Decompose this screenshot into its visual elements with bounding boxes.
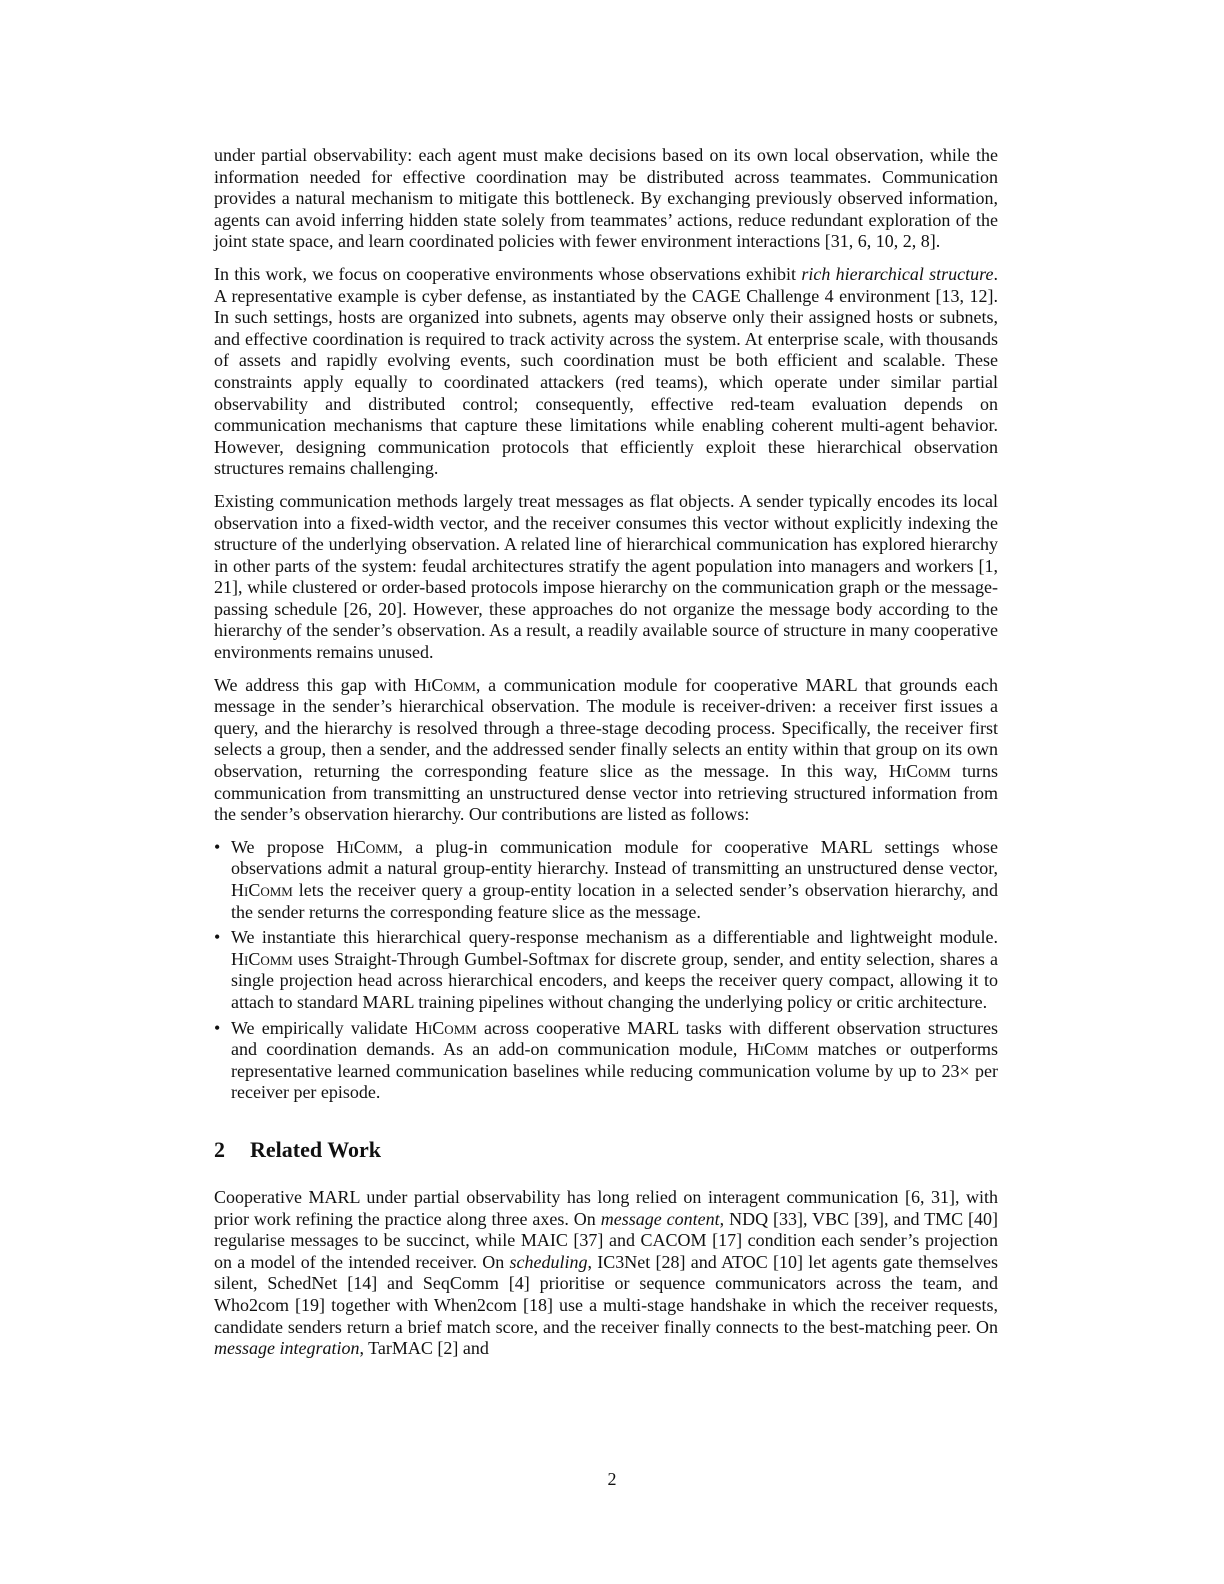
method-name: HiComm	[888, 761, 951, 782]
text-run: Cooperative MARL under partial observability has long relied on interagent communication [6, 31], with prior work refining the practice along three axes. On	[214, 1186, 998, 1229]
section-title: Related Work	[250, 1136, 381, 1162]
text-run: We instantiate this hierarchical query-response mechanism as a differentiable and lightweight module.	[231, 927, 998, 948]
text-run: turns communication from transmitting an unstructured dense vector into retrieving structured information from the sender’s observation hierarchy. Our contributions are listed as follows:	[214, 761, 998, 825]
text-run: , IC3Net [28] and ATOC [10] let agents gate themselves silent, SchedNet [14] and SeqComm [4] prioritise or sequence communicators across the team, and Who2com [19] together with When2com [18] use a multi-stage handshake in which the receiver requests, candidate senders return a brief match score, and the receiver finally connects to the best-matching peer. On	[214, 1251, 998, 1337]
paragraph	[214, 145, 998, 253]
method-name: HiComm	[336, 836, 399, 857]
section-number: 2	[214, 1136, 225, 1162]
italic-phrase: message content	[600, 1208, 720, 1229]
text-run: , a communication module for cooperative MARL that grounds each message in the sender’s hierarchical observation. The module is receiver-driven: a receiver first issues a query, and the hierarchy is resolved through a three-stage decoding process. Specifically, the receiver first selects a group, then a sender, and the addressed sender finally selects an entity within that group on its own observation, returning the corresponding feature slice as the message. In this way,	[214, 674, 998, 782]
text-run: , NDQ [33], VBC [39], and TMC [40] regularise messages to be succinct, while MAIC [37] and CACOM [17] condition each sender’s projection on a model of the intended receiver. On	[214, 1208, 998, 1272]
text-run: uses Straight-Through Gumbel-Softmax for discrete group, sender, and entity selection, shares a single projection head across hierarchical encoders, and keeps the receiver query compact, allowing it to attach to standard MARL training pipelines without changing the underlying policy or critic architecture.	[231, 948, 998, 1012]
text-run: We propose	[231, 836, 337, 857]
text-run: Existing communication methods largely treat messages as flat objects. A sender typically encodes its local observation into a fixed-width vector, and the receiver consumes this vector without explicitly indexing the structure of the underlying observation. A related line of hierarchical communication has explored hierarchy in other parts of the system: feudal architectures stratify the agent population into managers and workers [1, 21], while clustered or order-based protocols impose hierarchy on the communication graph or the message-passing schedule [26, 20]. However, these approaches do not organize the message body according to the hierarchy of the sender’s observation. As a result, a readily available source of structure in many cooperative environments remains unused.	[214, 490, 998, 663]
italic-phrase: rich hierarchical structure	[801, 263, 994, 284]
page-number: 2	[607, 1469, 617, 1489]
section-heading	[214, 1137, 998, 1163]
text-run: , TarMAC [2] and	[359, 1338, 489, 1359]
text-run: . A representative example is cyber defense, as instantiated by the CAGE Challenge 4 environment [13, 12]. In such settings, hosts are organized into subnets, agents may observe only their assigned hosts or subnets, and effective coordination is required to track activity across the system. At enterprise scale, with thousands of assets and rapidly evolving events, such coordination must be both efficient and scalable. These constraints apply equally to coordinated attackers (red teams), which operate under similar partial observability and distributed control; consequently, effective red-team evaluation depends on communication mechanisms that capture these limitations while enabling coherent multi-agent behavior. However, designing communication protocols that efficiently exploit these hierarchical observation structures remains challenging.	[214, 263, 998, 479]
text-run: We address this gap with	[214, 674, 415, 695]
method-name: HiComm	[414, 1017, 477, 1038]
method-name: HiComm	[746, 1039, 809, 1060]
related-work-paragraph	[214, 1187, 998, 1360]
contribution-item	[214, 837, 998, 923]
intro-paragraphs	[214, 145, 998, 826]
paper-page-body	[214, 145, 998, 1371]
bullet-marker: •	[214, 836, 221, 857]
paragraph	[214, 675, 998, 826]
paragraph	[214, 264, 998, 480]
text-run: , a plug-in communication module for cooperative MARL settings whose observations admit a natural group-entity hierarchy. Instead of transmitting an unstructured dense vector,	[231, 836, 998, 879]
text-run: matches or outperforms representative learned communication baselines while reducing communication volume by up to 23× per receiver per episode.	[231, 1039, 998, 1103]
text-run: under partial observability: each agent must make decisions based on its own local observation, while the information needed for effective coordination may be distributed across teammates. Communication provides a natural mechanism to mitigate this bottleneck. By exchanging previously observed information, agents can avoid inferring hidden state solely from teammates’ actions, reduce redundant exploration of the joint state space, and learn coordinated policies with fewer environment interactions [31, 6, 10, 2, 8].	[214, 145, 998, 252]
text-run: We empirically validate	[231, 1017, 415, 1038]
italic-phrase: scheduling	[509, 1251, 588, 1272]
method-name: HiComm	[231, 948, 293, 969]
bullet-marker: •	[214, 1017, 221, 1038]
method-name: HiComm	[414, 674, 476, 695]
text-run: In this work, we focus on cooperative environments whose observations exhibit	[214, 263, 802, 284]
text-run: lets the receiver query a group-entity location in a selected sender’s observation hierarchy, and the sender returns the corresponding feature slice as the message.	[231, 880, 998, 922]
contribution-item	[214, 927, 998, 1013]
contributions-list	[214, 837, 998, 1104]
method-name: HiComm	[231, 880, 293, 900]
paragraph	[214, 491, 998, 664]
italic-phrase: message integration	[214, 1338, 360, 1359]
bullet-marker: •	[214, 927, 221, 948]
contribution-item	[214, 1018, 998, 1104]
text-run: across cooperative MARL tasks with different observation structures and coordination demands. As an add-on communication module,	[231, 1017, 998, 1060]
